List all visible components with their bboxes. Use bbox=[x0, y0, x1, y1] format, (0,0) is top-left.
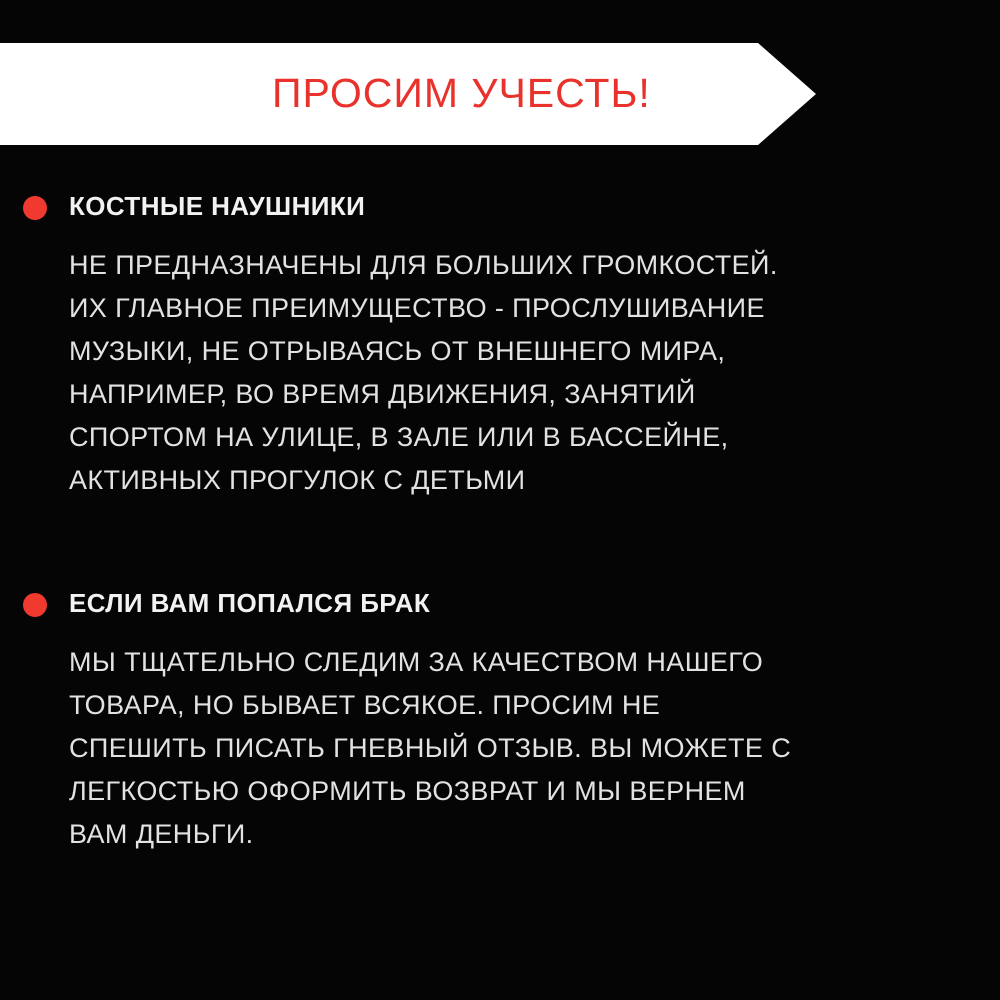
body-line: АКТИВНЫХ ПРОГУЛОК С ДЕТЬМИ bbox=[69, 465, 526, 495]
body-line: СПЕШИТЬ ПИСАТЬ ГНЕВНЫЙ ОТЗЫВ. ВЫ МОЖЕТЕ С bbox=[69, 733, 792, 763]
body-line: ТОВАРА, НО БЫВАЕТ ВСЯКОЕ. ПРОСИМ НЕ bbox=[69, 690, 661, 720]
section-body bbox=[69, 641, 791, 856]
section-heading: КОСТНЫЕ НАУШНИКИ bbox=[69, 191, 366, 221]
body-line: МУЗЫКИ, НЕ ОТРЫВАЯСЬ ОТ ВНЕШНЕГО МИРА, bbox=[69, 336, 726, 366]
body-line: НАПРИМЕР, ВО ВРЕМЯ ДВИЖЕНИЯ, ЗАНЯТИЙ bbox=[69, 379, 696, 409]
red-dot-icon bbox=[23, 593, 47, 617]
red-dot-icon bbox=[23, 196, 47, 220]
section-body bbox=[69, 244, 778, 502]
body-line: СПОРТОМ НА УЛИЦЕ, В ЗАЛЕ ИЛИ В БАССЕЙНЕ, bbox=[69, 422, 729, 452]
body-line: ВАМ ДЕНЬГИ. bbox=[69, 819, 254, 849]
body-line: МЫ ТЩАТЕЛЬНО СЛЕДИМ ЗА КАЧЕСТВОМ НАШЕГО bbox=[69, 647, 764, 677]
body-line: ЛЕГКОСТЬЮ ОФОРМИТЬ ВОЗВРАТ И МЫ ВЕРНЕМ bbox=[69, 776, 746, 806]
body-line: ИХ ГЛАВНОЕ ПРЕИМУЩЕСТВО - ПРОСЛУШИВАНИЕ bbox=[69, 293, 765, 323]
section-heading: ЕСЛИ ВАМ ПОПАЛСЯ БРАК bbox=[69, 588, 431, 618]
banner-title: ПРОСИМ УЧЕСТЬ! bbox=[272, 70, 651, 116]
body-line: НЕ ПРЕДНАЗНАЧЕНЫ ДЛЯ БОЛЬШИХ ГРОМКОСТЕЙ. bbox=[69, 250, 778, 280]
